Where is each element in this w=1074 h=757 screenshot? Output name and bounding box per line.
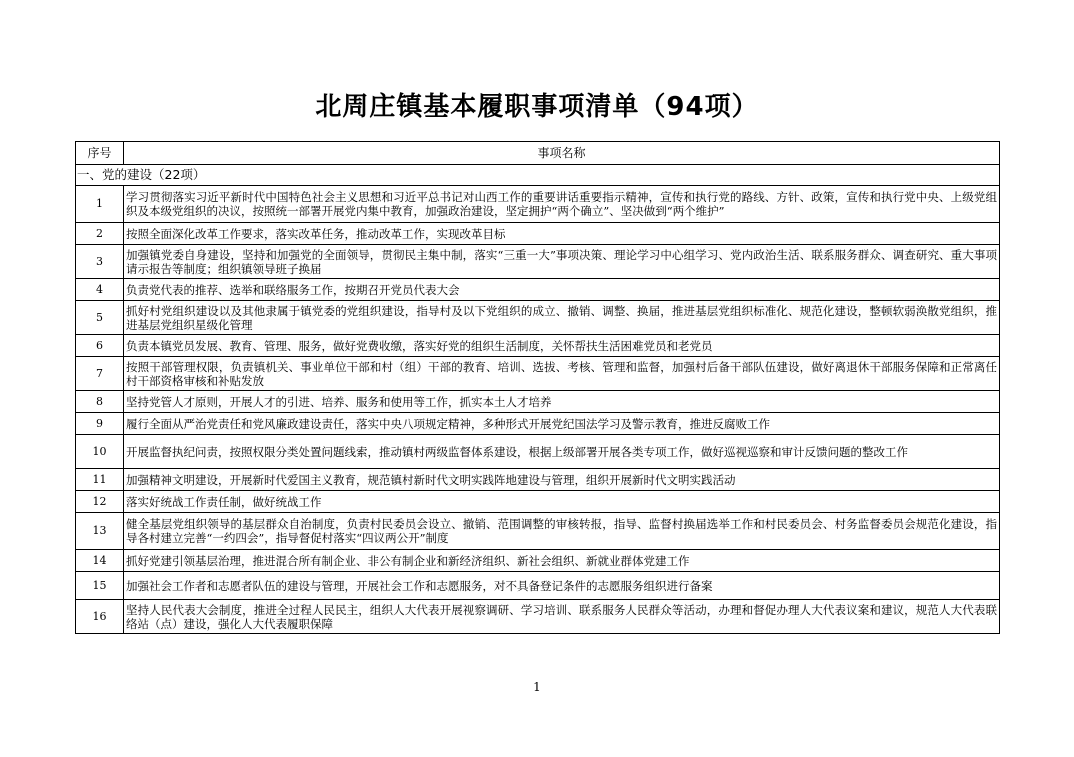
row-item-text: 抓好党建引领基层治理，推进混合所有制企业、非公有制企业和新经济组织、新社会组织、新就业群体党建工作 [124, 550, 1000, 572]
table-header-row [76, 142, 1000, 165]
table-row [76, 279, 1000, 301]
row-serial-number: 6 [76, 335, 124, 357]
header-item-name: 事项名称 [124, 142, 1000, 165]
row-item-text: 加强精神文明建设，开展新时代爱国主义教育，规范镇村新时代文明实践阵地建设与管理，组织开展新时代文明实践活动 [124, 469, 1000, 491]
table-row [76, 572, 1000, 600]
row-item-text: 落实好统战工作责任制，做好统战工作 [124, 491, 1000, 513]
table-row [76, 186, 1000, 223]
duty-list-table [75, 141, 1000, 634]
row-item-text: 加强社会工作者和志愿者队伍的建设与管理，开展社会工作和志愿服务，对不具备登记条件的志愿服务组织进行备案 [124, 572, 1000, 600]
row-serial-number: 9 [76, 413, 124, 435]
header-serial-number: 序号 [76, 142, 124, 165]
row-item-text: 加强镇党委自身建设，坚持和加强党的全面领导，贯彻民主集中制，落实“三重一大”事项决策、理论学习中心组学习、党内政治生活、联系服务群众、调查研究、重大事项请示报告等制度；组织镇领导班子换届 [124, 245, 1000, 279]
row-serial-number: 12 [76, 491, 124, 513]
row-serial-number: 7 [76, 357, 124, 391]
row-item-text: 健全基层党组织领导的基层群众自治制度，负责村民委员会设立、撤销、范围调整的审核转报，指导、监督村换届选举工作和村民委员会、村务监督委员会规范化建设，指导各村建立完善“一约四会”，指导督促村落实“四议两公开”制度 [124, 513, 1000, 550]
row-item-text: 履行全面从严治党责任和党风廉政建设责任，落实中央八项规定精神，多种形式开展党纪国法学习及警示教育，推进反腐败工作 [124, 413, 1000, 435]
row-serial-number: 13 [76, 513, 124, 550]
row-serial-number: 1 [76, 186, 124, 223]
row-item-text: 按照全面深化改革工作要求，落实改革任务，推动改革工作，实现改革目标 [124, 223, 1000, 245]
row-serial-number: 10 [76, 435, 124, 469]
table-row [76, 550, 1000, 572]
table-row [76, 301, 1000, 335]
section-heading-row [76, 165, 1000, 186]
table-row [76, 435, 1000, 469]
page-title: 北周庄镇基本履职事项清单（94项） [315, 92, 759, 122]
table-row [76, 245, 1000, 279]
row-serial-number: 8 [76, 391, 124, 413]
row-serial-number: 2 [76, 223, 124, 245]
table-row [76, 469, 1000, 491]
row-serial-number: 3 [76, 245, 124, 279]
row-item-text: 开展监督执纪问责，按照权限分类处置问题线索，推动镇村两级监督体系建设，根据上级部署开展各类专项工作，做好巡视巡察和审计反馈问题的整改工作 [124, 435, 1000, 469]
table-row [76, 491, 1000, 513]
table-row [76, 223, 1000, 245]
table-row [76, 513, 1000, 550]
row-item-text: 按照干部管理权限，负责镇机关、事业单位干部和村（组）干部的教育、培训、选拔、考核、管理和监督，加强村后备干部队伍建设，做好离退休干部服务保障和正常离任村干部资格审核和补贴发放 [124, 357, 1000, 391]
row-item-text: 坚持人民代表大会制度，推进全过程人民民主，组织人大代表开展视察调研、学习培训、联系服务人民群众等活动，办理和督促办理人大代表议案和建议，规范人大代表联络站（点）建设，强化人大代表履职保障 [124, 600, 1000, 634]
table-row [76, 413, 1000, 435]
row-item-text: 负责党代表的推荐、选举和联络服务工作，按期召开党员代表大会 [124, 279, 1000, 301]
row-item-text: 坚持党管人才原则，开展人才的引进、培养、服务和使用等工作，抓实本土人才培养 [124, 391, 1000, 413]
row-serial-number: 15 [76, 572, 124, 600]
table-row [76, 600, 1000, 634]
page-number: 1 [533, 680, 541, 694]
row-serial-number: 16 [76, 600, 124, 634]
row-serial-number: 14 [76, 550, 124, 572]
row-item-text: 抓好村党组织建设以及其他隶属于镇党委的党组织建设，指导村及以下党组织的成立、撤销、调整、换届，推进基层党组织标准化、规范化建设，整顿软弱涣散党组织，推进基层党组织星级化管理 [124, 301, 1000, 335]
table-row [76, 391, 1000, 413]
table-row [76, 335, 1000, 357]
row-item-text: 学习贯彻落实习近平新时代中国特色社会主义思想和习近平总书记对山西工作的重要讲话重要指示精神，宣传和执行党的路线、方针、政策，宣传和执行党中央、上级党组织及本级党组织的决议，按照统一部署开展党内集中教育，加强政治建设，坚定拥护“两个确立”、坚决做到“两个维护” [124, 186, 1000, 223]
row-serial-number: 11 [76, 469, 124, 491]
section-heading: 一、党的建设（22项） [76, 165, 1000, 186]
row-item-text: 负责本镇党员发展、教育、管理、服务，做好党费收缴，落实好党的组织生活制度，关怀帮扶生活困难党员和老党员 [124, 335, 1000, 357]
row-serial-number: 5 [76, 301, 124, 335]
table-row [76, 357, 1000, 391]
row-serial-number: 4 [76, 279, 124, 301]
